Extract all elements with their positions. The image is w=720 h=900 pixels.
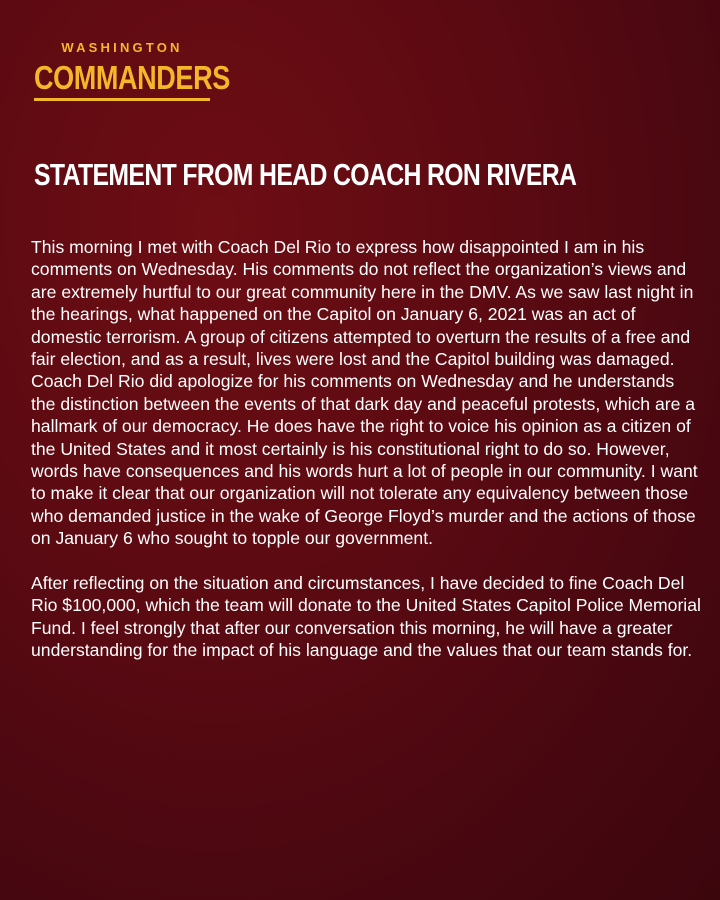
- statement-body: [31, 236, 701, 661]
- statement-paragraph-2: After reflecting on the situation and circumstances, I have decided to fine Coach Del Rio $100,000, which the team will donate to the United States Capitol Police Memorial Fund. I feel strongly that after our conversation this morning, he will have a greater understanding for the impact of his language and the values that our team stands for.: [31, 572, 701, 660]
- statement-paragraph-1: This morning I met with Coach Del Rio to express how disappointed I am in his comments on Wednesday. His comments do not reflect the organization’s views and are extremely hurtful to our great community here in the DMV. As we saw last night in the hearings, what happened on the Capitol on January 6, 2021 was an act of domestic terrorism. A group of citizens attempted to overturn the results of a free and fair election, and as a result, lives were lost and the Capitol building was damaged. Coach Del Rio did apologize for his comments on Wednesday and he understands the distinction between the events of that dark day and peaceful protests, which are a hallmark of our democracy. He does have the right to voice his opinion as a citizen of the United States and it most certainly is his constitutional right to do so. However, words have consequences and his words hurt a lot of people in our community. I want to make it clear that our organization will not tolerate any equivalency between those who demanded justice in the wake of George Floyd’s murder and the actions of those on January 6 who sought to topple our government.: [31, 237, 698, 549]
- team-logo: [34, 40, 230, 101]
- logo-wordmark-main: COMMANDERS: [34, 59, 230, 96]
- logo-wordmark-top: WASHINGTON: [61, 40, 183, 55]
- logo-underline: [34, 98, 210, 101]
- statement-headline: STATEMENT FROM HEAD COACH RON RIVERA: [34, 157, 577, 192]
